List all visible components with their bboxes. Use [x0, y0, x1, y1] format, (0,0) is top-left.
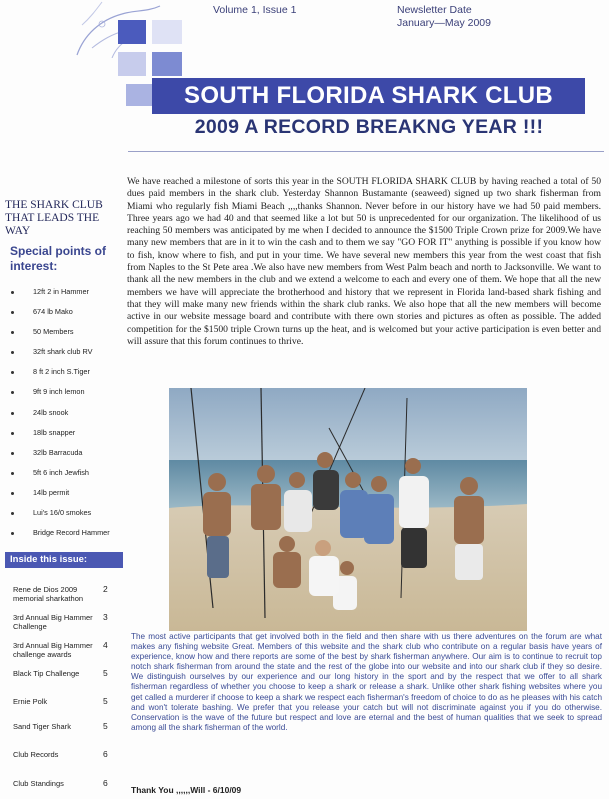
toc-entry-label: Rene de Dios 2009 memorial sharkathon — [13, 585, 84, 603]
toc-entry-page: 6 — [103, 778, 108, 788]
decor-square — [118, 52, 146, 76]
special-points-list — [9, 282, 129, 543]
newsletter-date-label: Newsletter Date — [397, 4, 472, 16]
headline-rule — [128, 151, 604, 152]
special-point-item: 24lb snook — [9, 403, 129, 423]
toc-entry-page: 5 — [103, 696, 108, 706]
toc-entry-label: Club Standings — [13, 779, 64, 788]
decor-square — [126, 84, 154, 106]
toc-entry-page: 4 — [103, 640, 108, 650]
decor-square — [118, 20, 146, 44]
toc-entry-page: 3 — [103, 612, 108, 622]
toc-entry-page: 5 — [103, 668, 108, 678]
decor-square — [152, 20, 182, 44]
toc-entry-page: 2 — [103, 584, 108, 594]
newsletter-date-value: January—May 2009 — [397, 17, 491, 29]
special-point-item: 12ft 2 in Hammer — [9, 282, 129, 302]
article-intro-text: We have reached a milestone of sorts this year in the SOUTH FLORIDA SHARK CLUB by having reached a total of 50 dues paid members in the shark club. Yesterday Shannon Bustamante (seaweed) signed up two shark fisherman from Miami who regularly fish Miami Beach ,,,,thanks Shannon. Never before in our history have we had 50 paid members. Three years ago we had 40 and that seemed like a lot but 50 is unprecedented for our organization. The likelihood of us reaching 50 members was anticipated by me when I decided to announce the $1500 Triple Crown prize for 2009.We have many new members that are in it to win the cash and to them we say "GO FOR IT" anything is possible if you know how to fish, know where to fish, and put in your time. We have several new members this year from the west coast that fish from Naples to the St Pete area .We also have new members from West Palm beach and north to Jacksonville. We want to thank all the new members in the club and we extend a welcome to each and every one of them. We hope that all the new members we have will appreciate the brotherhood and history that we represent in Florida land-based shark fishing and that they will make many new friends within the shark club ranks. We also hope that all the new members will become active in our website message board and contribute with there own stories and pictures as often as possible. The added competition for the $1500 triple Crown turns up the heat, and is welcomed but your active participation is even better and will assure that this forum continues to thrive. — [127, 176, 601, 347]
special-point-item: 32lb Barracuda — [9, 443, 129, 463]
newsletter-title: SOUTH FLORIDA SHARK CLUB — [152, 78, 585, 114]
special-point-item: 32ft shark club RV — [9, 342, 129, 362]
special-point-item: 5ft 6 inch Jewfish — [9, 463, 129, 483]
toc-entry-label: Black Tip Challenge — [13, 669, 80, 678]
article-signoff: Thank You ,,,,,,Will - 6/10/09 — [131, 785, 242, 795]
toc-entry-label: 3rd Annual Big Hammer Challenge — [13, 613, 93, 631]
sidebar-tagline: THE SHARK CLUB THAT LEADS THE WAY — [5, 199, 103, 237]
special-point-item: Lui's 16/0 smokes — [9, 503, 129, 523]
toc-entry-label: Sand Tiger Shark — [13, 722, 71, 731]
special-point-item: 18lb snapper — [9, 423, 129, 443]
special-points-heading: Special points of interest: — [10, 244, 107, 273]
special-point-item: 14lb permit — [9, 483, 129, 503]
inside-issue-heading: Inside this issue: — [5, 552, 123, 568]
article-headline: 2009 A RECORD BREAKNG YEAR !!! — [194, 116, 544, 138]
toc-entry-label: Ernie Polk — [13, 697, 48, 706]
special-point-item: 674 lb Mako — [9, 302, 129, 322]
special-point-item: 9ft 9 inch lemon — [9, 382, 129, 402]
special-point-item: 8 ft 2 inch S.Tiger — [9, 362, 129, 382]
volume-issue: Volume 1, Issue 1 — [213, 4, 297, 16]
toc-entry-label: Club Records — [13, 750, 59, 759]
group-beach-photo — [169, 388, 527, 631]
article-closing-text: The most active participants that get involved both in the field and then share with us there adventures on the forum are what makes any fishing website Great. Members of this website and the shark club who contribute on a regular basis have years of experience, know how and there reports are some of the best by shark fisherman anywhere. Our aim is to continue to recruit top notch shark fisherman from around the state and the rest of the globe into our website and into our shark club if they so desire. We distinguish ourselves by our experience and our long history in the sport and by the respect that we offer to all shark fisherman regardless of whether you choose to keep a shark or release a shark. Unlike other shark fishing websites where you get called a murderer if choose to keep a shark we respect each fisherman's freedom of choice to do as he pleases with his catch and won't tolerate bashing. We prefer that you release your catch but will not discriminate against you if you do otherwise. Conservation is the wave of the future but respect and love are eternal and the best of human qualities that we seek to spread among all the shark fisherman of the world. — [131, 632, 602, 732]
special-point-item: 50 Members — [9, 322, 129, 342]
decor-square — [152, 52, 182, 76]
special-point-item: Bridge Record Hammer — [9, 523, 129, 543]
toc-entry-label: 3rd Annual Big Hammer challenge awards — [13, 641, 93, 659]
newsletter-date — [397, 4, 491, 30]
toc-entry-page: 5 — [103, 721, 108, 731]
toc-entry-page: 6 — [103, 749, 108, 759]
